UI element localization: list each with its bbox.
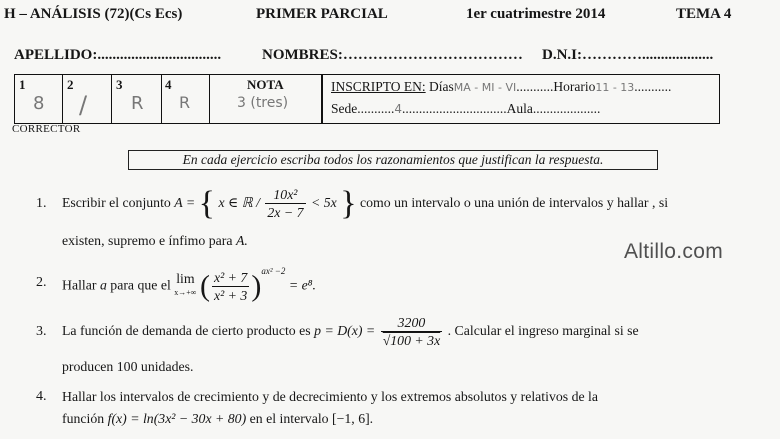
- horario-dots: ...........: [634, 79, 672, 94]
- aula-dots: ....................: [532, 101, 601, 116]
- q2-frac-num: x² + 7: [213, 269, 248, 285]
- q1-line2-var: A.: [235, 233, 248, 248]
- q2-line: Hallar a para que el lim x→+∞ ( $\frac{\text{x² + 7}}{\text{x² + 3}}$ )$^{ax^2 -2}$ = e⁸.: [62, 266, 316, 303]
- q1-number: 1.: [36, 196, 47, 211]
- dias-dots: ...........: [516, 79, 554, 94]
- q4-number: 4.: [36, 389, 47, 404]
- dias-value: MA - MI - VI: [453, 81, 517, 94]
- q1-line2-text: existen, supremo e ínfimo para: [62, 233, 233, 248]
- q2-frac-den: x² + 3: [213, 287, 248, 303]
- apellido-field: APELLIDO:.................................: [14, 47, 222, 63]
- q4-line2: [62, 411, 373, 427]
- grade-col-2: 2: [67, 77, 74, 92]
- grade-col-4: 4: [165, 77, 172, 92]
- q3-frac-num: 3200: [381, 314, 443, 332]
- term-label: 1er cuatrimestre 2014: [466, 6, 606, 22]
- q2-rhs: = e⁸.: [288, 277, 316, 293]
- q4-mid: en el intervalo: [249, 411, 329, 426]
- q1-condition: < 5x: [310, 195, 337, 210]
- corrector-label: CORRECTOR: [12, 123, 81, 135]
- q2-lim-sub: x→+∞: [174, 288, 197, 298]
- q3-line2: producen 100 unidades.: [62, 359, 194, 374]
- grade-table: [14, 74, 322, 124]
- grade-col-3: 3: [116, 77, 123, 92]
- mark-1: 8: [33, 93, 45, 114]
- mark-3: R: [131, 93, 144, 114]
- q3-number: 3.: [36, 324, 47, 339]
- mark-2: /: [79, 91, 88, 119]
- q2-limit: [174, 272, 196, 300]
- aula-label: Aula: [506, 101, 533, 116]
- q1-lead: Escribir el conjunto: [62, 195, 171, 210]
- sede-label: Sede: [331, 101, 358, 116]
- q2-lead: Hallar: [62, 277, 97, 293]
- dni-field: D.N.I:…………...................: [542, 47, 714, 63]
- inscription-box: [322, 74, 720, 124]
- q1-frac-den: 2x − 7: [267, 205, 304, 221]
- q2-mid: para que el: [110, 277, 171, 293]
- nombres-field: NOMBRES:………………………………: [262, 47, 523, 63]
- tema-label: TEMA 4: [676, 6, 732, 22]
- q1-line1: Escribir el conjunto A = { x ∈ ℝ / $\frac{\text{10x²}}{2x - 7}$ < 5x } como un intervalo o una unión de intervalos y hallar , si: [62, 184, 669, 222]
- q3-frac-den: √100 + 3x: [382, 333, 441, 349]
- q4-line1: Hallar los intervalos de crecimiento y de decrecimiento y los extremos absolutos y relativos de la: [62, 389, 598, 404]
- q4-func: f(x) = ln(3x² − 30x + 80): [107, 411, 247, 426]
- grade-col-1: 1: [19, 77, 26, 92]
- q4-interval: [−1, 6].: [332, 411, 374, 426]
- course-title: H – ANÁLISIS (72)(Cs Ecs): [4, 6, 183, 22]
- nota-header: NOTA: [247, 77, 284, 92]
- altillo-watermark: Altillo.com: [624, 240, 723, 263]
- q3-func: p = D(x) =: [314, 323, 376, 338]
- q1-fraction: [265, 186, 305, 221]
- sede-value: 4: [394, 102, 403, 116]
- horario-value: 11 - 13: [595, 81, 635, 94]
- q2-number: 2.: [36, 275, 47, 290]
- q3-line1: [62, 308, 639, 354]
- q2-exponent: ax² −2: [261, 266, 286, 276]
- q1-set-lhs: A =: [174, 195, 196, 210]
- sede-dots-2: ...............................: [402, 101, 507, 116]
- horario-label: Horario: [553, 79, 596, 94]
- instructions-box: En cada ejercicio escriba todos los razonamientos que justifican la respuesta.: [128, 150, 658, 170]
- q4-lead: función: [62, 411, 105, 426]
- q2-lim: lim: [176, 271, 195, 287]
- q3-fraction: [381, 314, 443, 349]
- q3-tail: . Calcular el ingreso marginal si se: [447, 323, 639, 338]
- q1-line2: [62, 233, 248, 249]
- q1-tail: como un intervalo o una unión de intervalos y hallar , si: [359, 195, 669, 210]
- inscripto-label: INSCRIPTO EN:: [331, 79, 426, 94]
- q1-set-var: x ∈ ℝ /: [218, 195, 260, 210]
- q2-var: a: [99, 277, 107, 293]
- q2-fraction: [212, 269, 249, 304]
- exam-title: PRIMER PARCIAL: [256, 6, 388, 22]
- sede-dots: ...........: [357, 101, 395, 116]
- mark-4: R: [179, 93, 191, 112]
- nota-value: 3 (tres): [237, 95, 289, 111]
- q1-frac-num: 10x²: [265, 186, 305, 204]
- q3-lead: La función de demanda de cierto producto es: [62, 323, 311, 338]
- dias-label: Días: [429, 79, 454, 94]
